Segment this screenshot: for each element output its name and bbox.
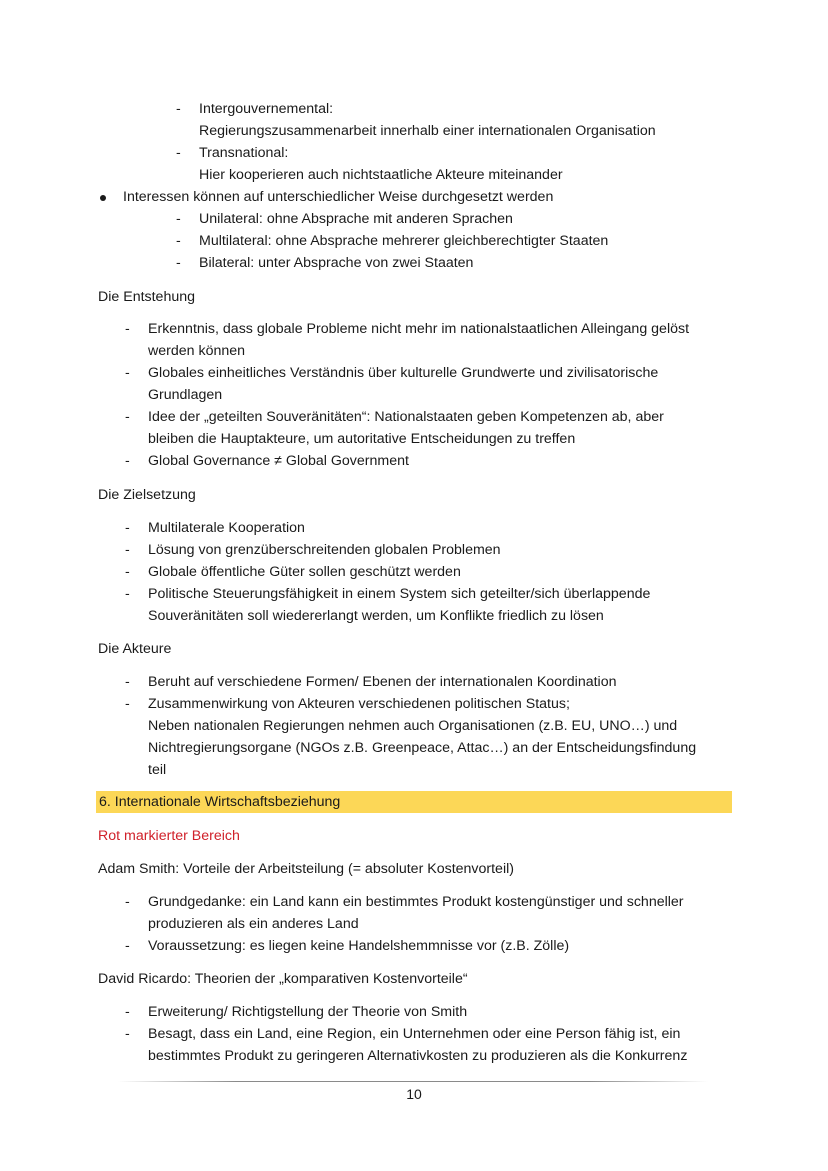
dash-marker: -	[125, 894, 130, 910]
multilateral-item: Multilateral: ohne Absprache mehrerer gleichberechtigter Staaten	[199, 233, 609, 249]
dash-marker: -	[125, 1004, 130, 1020]
dash-marker: -	[176, 145, 181, 161]
smith-item1-line2: produzieren als ein anderes Land	[148, 916, 359, 932]
dash-marker: -	[176, 101, 181, 117]
dash-marker: -	[176, 255, 181, 271]
entstehung-heading: Die Entstehung	[98, 289, 196, 305]
entstehung-item2-line2: Grundlagen	[148, 387, 223, 403]
smith-heading: Adam Smith: Vorteile der Arbeitsteilung (= absoluter Kostenvorteil)	[98, 861, 514, 877]
dash-marker: -	[125, 1026, 130, 1042]
dash-marker: -	[125, 520, 130, 536]
akteure-item1: Beruht auf verschiedene Formen/ Ebenen der internationalen Koordination	[148, 674, 617, 690]
ricardo-item1: Erweiterung/ Richtigstellung der Theorie von Smith	[148, 1004, 468, 1020]
entstehung-item2-line1: Globales einheitliches Verständnis über kulturelle Grundwerte und zivilisatorische	[148, 365, 659, 381]
dash-marker: -	[125, 453, 130, 469]
dash-marker: -	[125, 542, 130, 558]
bullet-interessen: Interessen können auf unterschiedlicher Weise durchgesetzt werden	[123, 189, 554, 205]
unilateral-item: Unilateral: ohne Absprache mit anderen Sprachen	[199, 211, 513, 227]
section-6-heading: 6. Internationale Wirtschaftsbeziehung	[99, 794, 341, 810]
intergouv-desc: Regierungszusammenarbeit innerhalb einer internationalen Organisation	[199, 123, 656, 139]
zielsetzung-item3: Globale öffentliche Güter sollen geschützt werden	[148, 564, 461, 580]
dash-marker: -	[125, 586, 130, 602]
page-number: 10	[406, 1086, 422, 1102]
zielsetzung-item4-line2: Souveränitäten soll wiedererlangt werden, um Konflikte friedlich zu lösen	[148, 608, 604, 624]
bullet-marker	[100, 195, 106, 201]
transnational-desc: Hier kooperieren auch nichtstaatliche Akteure miteinander	[199, 167, 563, 183]
zielsetzung-item1: Multilaterale Kooperation	[148, 520, 305, 536]
smith-item1-line1: Grundgedanke: ein Land kann ein bestimmtes Produkt kostengünstiger und schneller	[148, 894, 684, 910]
dash-marker: -	[176, 233, 181, 249]
dash-marker: -	[176, 211, 181, 227]
akteure-item2-line1: Zusammenwirkung von Akteuren verschiedenen politischen Status;	[148, 696, 570, 712]
intergouv-title: Intergouvernemental:	[199, 101, 334, 117]
entstehung-item1-line2: werden können	[148, 343, 246, 359]
ricardo-item2-line1: Besagt, dass ein Land, eine Region, ein Unternehmen oder eine Person fähig ist, ein	[148, 1026, 681, 1042]
dash-marker: -	[125, 696, 130, 712]
dash-marker: -	[125, 409, 130, 425]
entstehung-item3-line1: Idee der „geteilten Souveränitäten“: Nationalstaaten geben Kompetenzen ab, aber	[148, 409, 664, 425]
akteure-item2-line4: teil	[148, 762, 167, 778]
transnational-title: Transnational:	[199, 145, 289, 161]
akteure-item2-line3: Nichtregierungsorgane (NGOs z.B. Greenpeace, Attac…) an der Entscheidungsfindung	[148, 740, 697, 756]
dash-marker: -	[125, 365, 130, 381]
zielsetzung-heading: Die Zielsetzung	[98, 487, 196, 503]
zielsetzung-item2: Lösung von grenzüberschreitenden globalen Problemen	[148, 542, 501, 558]
entstehung-item1-line1: Erkenntnis, dass globale Probleme nicht mehr im nationalstaatlichen Alleingang gelöst	[148, 321, 690, 337]
akteure-heading: Die Akteure	[98, 641, 172, 657]
footer-rule	[118, 1081, 708, 1082]
akteure-item2-line2: Neben nationalen Regierungen nehmen auch Organisationen (z.B. EU, UNO…) und	[148, 718, 678, 734]
zielsetzung-item4-line1: Politische Steuerungsfähigkeit in einem System sich geteilter/sich überlappende	[148, 586, 651, 602]
dash-marker: -	[125, 938, 130, 954]
red-note: Rot markierter Bereich	[98, 828, 240, 844]
dash-marker: -	[125, 674, 130, 690]
ricardo-item2-line2: bestimmtes Produkt zu geringeren Alternativkosten zu produzieren als die Konkurrenz	[148, 1048, 688, 1064]
ricardo-heading: David Ricardo: Theorien der „komparativen Kostenvorteile“	[98, 971, 468, 987]
smith-item2: Voraussetzung: es liegen keine Handelshemmnisse vor (z.B. Zölle)	[148, 938, 570, 954]
entstehung-item3-line2: bleiben die Hauptakteure, um autoritative Entscheidungen zu treffen	[148, 431, 576, 447]
dash-marker: -	[125, 321, 130, 337]
bilateral-item: Bilateral: unter Absprache von zwei Staaten	[199, 255, 474, 271]
dash-marker: -	[125, 564, 130, 580]
entstehung-item4: Global Governance ≠ Global Government	[148, 453, 409, 469]
